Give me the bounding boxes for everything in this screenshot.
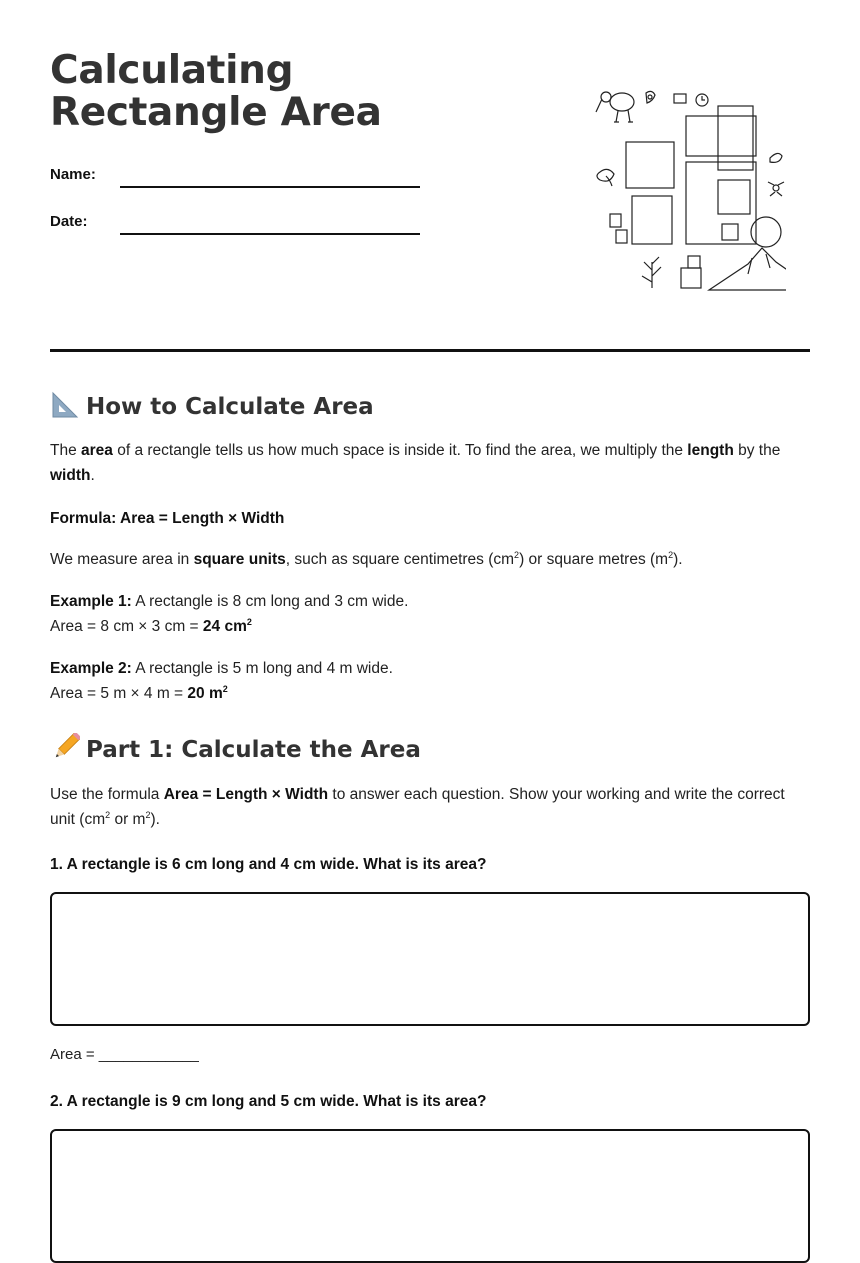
example-2: Example 2: A rectangle is 5 m long and 4 m wide. Area = 5 m × 4 m = 20 $m^2$ [50,660,393,702]
how-to-heading-text: How to Calculate Area [86,394,374,420]
leaf-icon [770,153,782,162]
how-to-heading [50,390,374,420]
frame-icon [674,94,686,103]
date-line[interactable] [120,233,420,235]
part1-heading [50,733,421,763]
section-divider [50,349,810,352]
answer-box-2[interactable] [50,1129,810,1263]
triangle-ruler-icon [50,390,80,420]
date-label: Date: [50,213,88,230]
example-1: Example 1: A rectangle is 8 cm long and 3 cm wide. Area = 8 cm × 3 cm = 24 $cm^2$ [50,593,409,635]
units-paragraph: We measure area in square units, such as square centimetres $(cm^2)$ or square metres $(m^2)$. [50,550,683,568]
part1-instructions: Use the formula Area = Length × Width to answer each question. Show your working and write the correct unit ($cm^2$ or $m^2$). [50,786,785,828]
intro-paragraph: The area of a rectangle tells us how much space is inside it. To find the area, we multiply the length by the width. [50,442,781,484]
rectangles-illustration [546,84,786,300]
answer-box-1[interactable] [50,892,810,1026]
area-answer-1[interactable]: Area = ____________ [50,1046,199,1063]
fern-icon [597,169,614,186]
formula-line: Formula: Area = Length × Width [50,510,285,527]
flower-icon [768,182,784,196]
worksheet-title: Calculating Rectangle Area [50,48,382,135]
part1-heading-text: Part 1: Calculate the Area [86,737,421,763]
question-2: 2. A rectangle is 9 cm long and 5 cm wide. What is its area? [50,1093,487,1110]
pencil-icon [50,733,80,763]
pounamu-icon [646,91,655,103]
question-1: 1. A rectangle is 6 cm long and 4 cm wide. What is its area? [50,856,487,873]
name-line[interactable] [120,186,420,188]
kiwi-bird-icon [596,92,634,122]
name-label: Name: [50,166,96,183]
mountain-icon [709,248,786,290]
native-plant-icon [642,257,661,288]
clock-hands [702,96,705,100]
